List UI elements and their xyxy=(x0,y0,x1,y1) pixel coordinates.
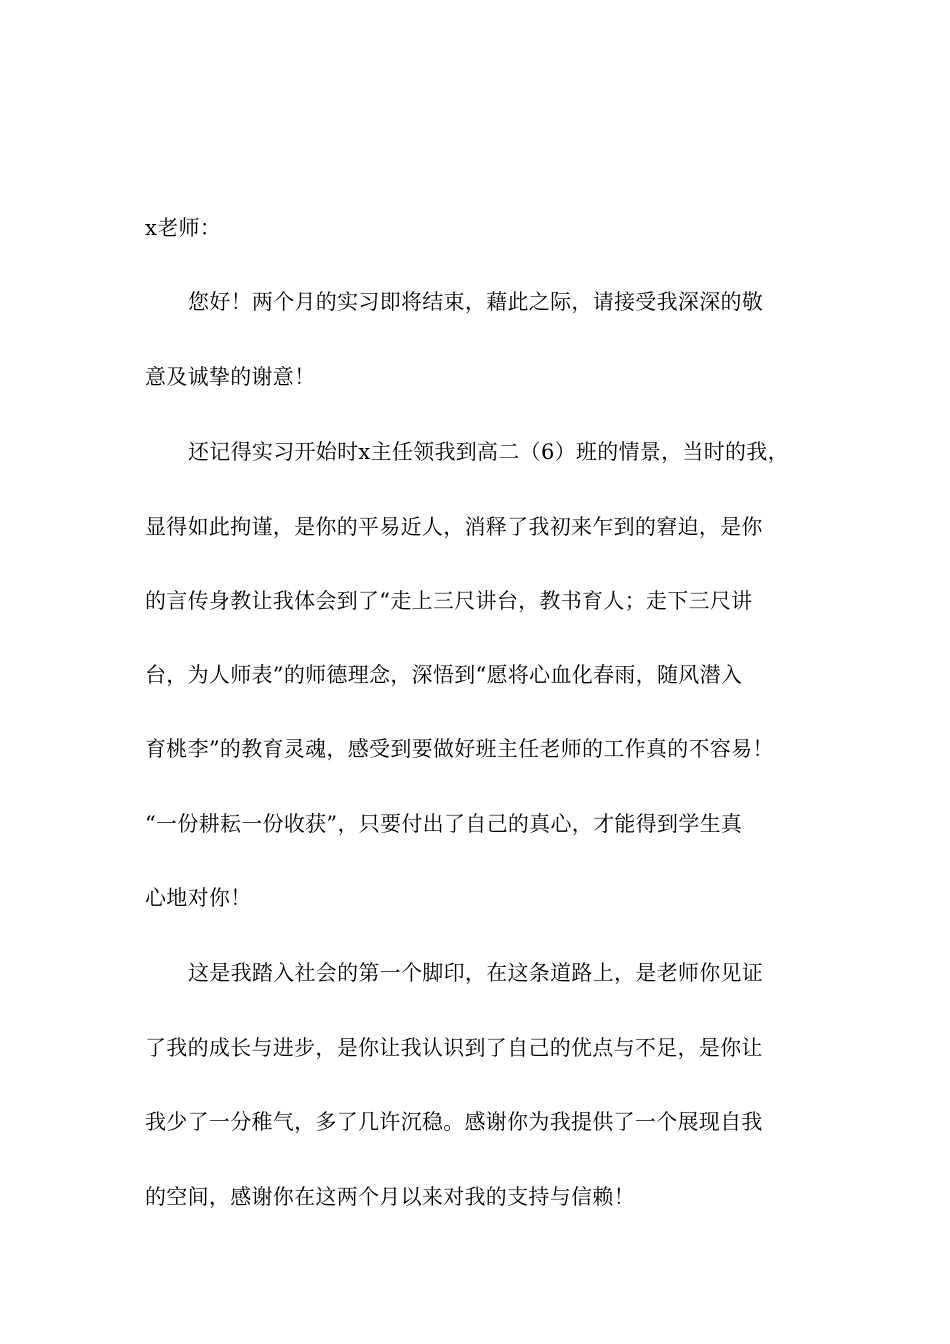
paragraph-line: 了我的成长与进步，是你让我认识到了自己的优点与不足，是你让 xyxy=(145,1036,763,1060)
salutation: x老师： xyxy=(145,216,222,240)
paragraph-line: 还记得实习开始时x主任领我到高二（6）班的情景，当时的我， xyxy=(188,440,789,464)
paragraph-line: 这是我踏入社会的第一个脚印，在这条道路上，是老师你见证 xyxy=(188,961,764,985)
paragraph-line: 的言传身教让我体会到了“走上三尺讲台，教书育人；走下三尺讲 xyxy=(145,589,753,613)
paragraph-line: 您好！两个月的实习即将结束，藉此之际，请接受我深深的敬 xyxy=(188,290,764,314)
paragraph-line: 育桃李”的教育灵魂，感受到要做好班主任老师的工作真的不容易！ xyxy=(145,737,774,761)
paragraph-line: 意及诚挚的谢意！ xyxy=(145,365,316,389)
paragraph-line: 台，为人师表”的师德理念，深悟到“愿将心血化春雨，随风潜入 xyxy=(145,663,743,687)
paragraph-line: 我少了一分稚气，多了几许沉稳。感谢你为我提供了一个展现自我 xyxy=(145,1110,763,1134)
paragraph-line: 心地对你！ xyxy=(145,886,252,910)
paragraph-line: 的空间，感谢你在这两个月以来对我的支持与信赖！ xyxy=(145,1185,635,1209)
paragraph-line: 显得如此拘谨，是你的平易近人，消释了我初来乍到的窘迫，是你 xyxy=(145,515,763,539)
paragraph-line: “一份耕耘一份收获”，只要付出了自己的真心，才能得到学生真 xyxy=(145,812,743,836)
